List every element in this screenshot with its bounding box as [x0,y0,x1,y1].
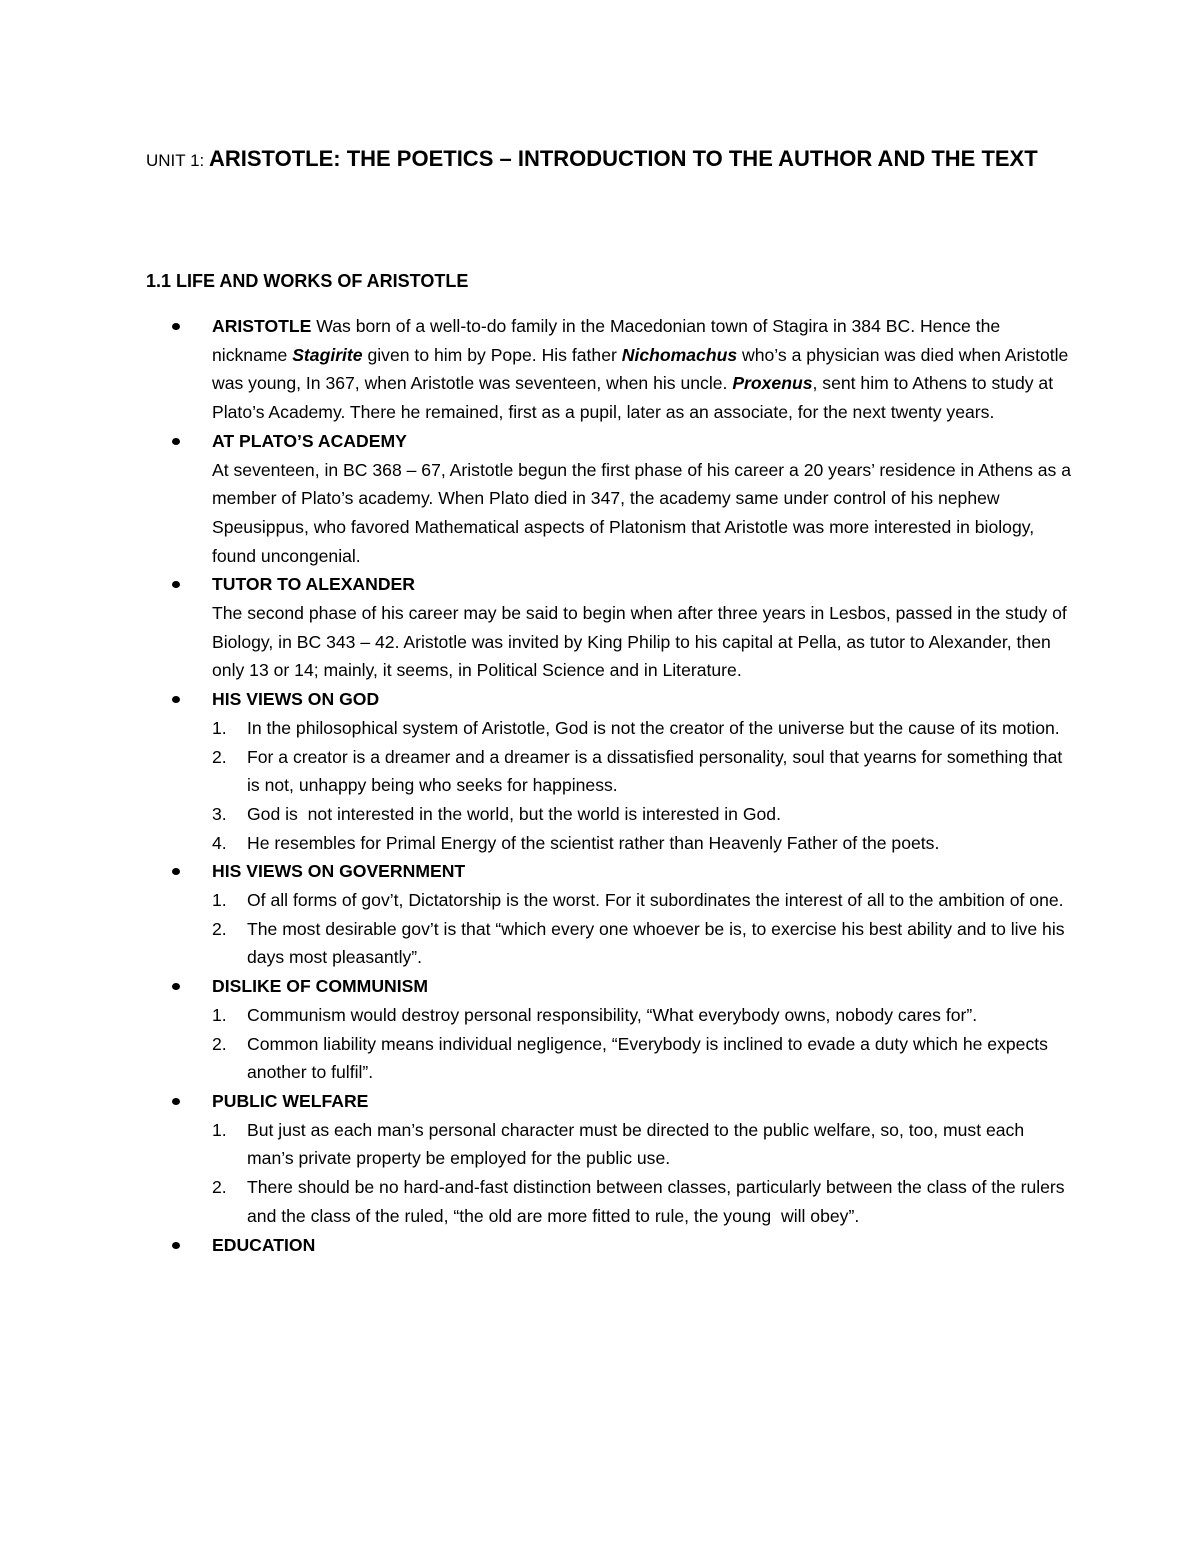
item-heading: DISLIKE OF COMMUNISM [212,976,429,997]
item-text: given to him by Pope. His father [362,344,622,365]
point-text: Common liability means individual negligence, “Everybody is inclined to evade a duty which he expects another to fulfil”. [247,1033,1048,1083]
numbered-list [212,1116,1072,1231]
point-text: God is not interested in the world, but the world is interested in God. [247,803,781,824]
list-item-public-welfare [0,1087,1072,1231]
point-number: 3. [212,803,227,824]
point-number: 1. [212,1004,227,1025]
point-number: 2. [212,746,227,767]
title-main-text: ARISTOTLE: THE POETICS – INTRODUCTION TO THE AUTHOR AND THE TEXT [208,146,1038,171]
item-heading: EDUCATION [212,1234,316,1255]
title-unit-prefix: UNIT 1: [146,151,209,170]
numbered-point [212,886,1067,915]
item-text: Was born of a well-to-do family in the Macedonian town of Stagira in 384 BC. Hence the nickname [212,316,1001,365]
item-body: At seventeen, in BC 368 – 67, Aristotle begun the first phase of his career a 20 years’ residence in Athens as a member of Plato’s academy. When Plato died in 347, the academy same under control of his nephew Speusippus, who favored Mathematical aspects of Platonism that Aristotle was more interested in biology, found uncongenial. [212,459,1072,566]
item-heading: HIS VIEWS ON GOVERNMENT [212,861,466,882]
list-item-tutor-to-alexander [0,570,1072,685]
list-item-aristotle [0,312,1072,427]
point-text: The most desirable gov’t is that “which every one whoever be is, to exercise his best ability and to live his days most pleasantly”. [247,918,1065,968]
numbered-point [212,743,1067,800]
point-number: 2. [212,918,227,939]
point-text: In the philosophical system of Aristotle, God is not the creator of the universe but the cause of its motion. [247,717,1060,738]
numbered-point [212,829,1067,858]
item-text: who’s a physician was died when Aristotle was young, In 367, when Aristotle was seventeen, when his uncle. [212,344,1069,394]
point-number: 2. [212,1177,227,1198]
item-paragraph [212,312,1072,427]
bullet-icon [172,581,180,588]
numbered-list [212,1001,1072,1087]
list-item-dislike-of-communism [0,972,1072,1087]
item-heading: AT PLATO’S ACADEMY [212,430,407,451]
item-emphasis: Proxenus [732,373,813,394]
bullet-icon [172,323,180,330]
list-item-platos-academy [0,427,1072,571]
bullet-icon [172,983,180,990]
bullet-icon [172,696,180,703]
list-item-views-on-government [0,857,1072,972]
point-text: For a creator is a dreamer and a dreamer is a dissatisfied personality, soul that yearns for something that is not, unhappy being who seeks for happiness. [247,746,1063,796]
point-text: But just as each man’s personal character must be directed to the public welfare, so, too, must each man’s private property be employed for the public use. [247,1119,1025,1169]
section-heading: 1.1 LIFE AND WORKS OF ARISTOTLE [146,271,469,291]
bullet-icon [172,1242,180,1249]
list-item-views-on-god [0,685,1072,857]
point-text: Communism would destroy personal responsibility, “What everybody owns, nobody cares for”. [247,1004,978,1025]
numbered-point [212,1173,1070,1230]
point-number: 1. [212,717,227,738]
point-text: There should be no hard-and-fast distinction between classes, particularly between the class of the rulers and the class of the ruled, “the old are more fitted to rule, the young will obey”. [247,1177,1070,1226]
item-text: , sent him to Athens to study at Plato’s Academy. There he remained, first as a pupil, later as an associate, for the next twenty years. [212,373,1054,423]
point-number: 2. [212,1033,227,1054]
item-heading: TUTOR TO ALEXANDER [212,574,415,595]
point-number: 1. [212,1119,227,1140]
numbered-list [212,886,1072,972]
point-text: He resembles for Primal Energy of the scientist rather than Heavenly Father of the poets. [247,832,940,853]
list-item-education [0,1231,1072,1260]
item-heading: HIS VIEWS ON GOD [212,689,380,710]
numbered-point [212,915,1067,972]
numbered-point [212,800,1067,829]
document-title [146,140,1046,176]
point-text: Of all forms of gov’t, Dictatorship is the worst. For it subordinates the interest of all to the ambition of one. [247,890,1064,911]
item-emphasis: Nichomachus [621,344,738,365]
numbered-point [212,1030,1067,1087]
numbered-point [212,1116,1067,1173]
bullet-icon [172,868,180,875]
numbered-point [212,1001,1067,1030]
item-heading: PUBLIC WELFARE [212,1090,369,1111]
numbered-point [212,714,1067,743]
bullet-icon [172,1098,180,1105]
point-number: 4. [212,832,227,853]
item-heading: ARISTOTLE [212,316,312,336]
numbered-list [212,714,1072,858]
item-body: The second phase of his career may be said to begin when after three years in Lesbos, passed in the study of Biology, in BC 343 – 42. Aristotle was invited by King Philip to his capital at Pella, as tutor to Alexander, then only 13 or 14; mainly, it seems, in Political Science and in Literature. [212,603,1067,681]
bullet-icon [172,438,180,445]
bullet-list [0,312,1200,1259]
item-emphasis: Stagirite [292,344,363,365]
point-number: 1. [212,890,227,911]
